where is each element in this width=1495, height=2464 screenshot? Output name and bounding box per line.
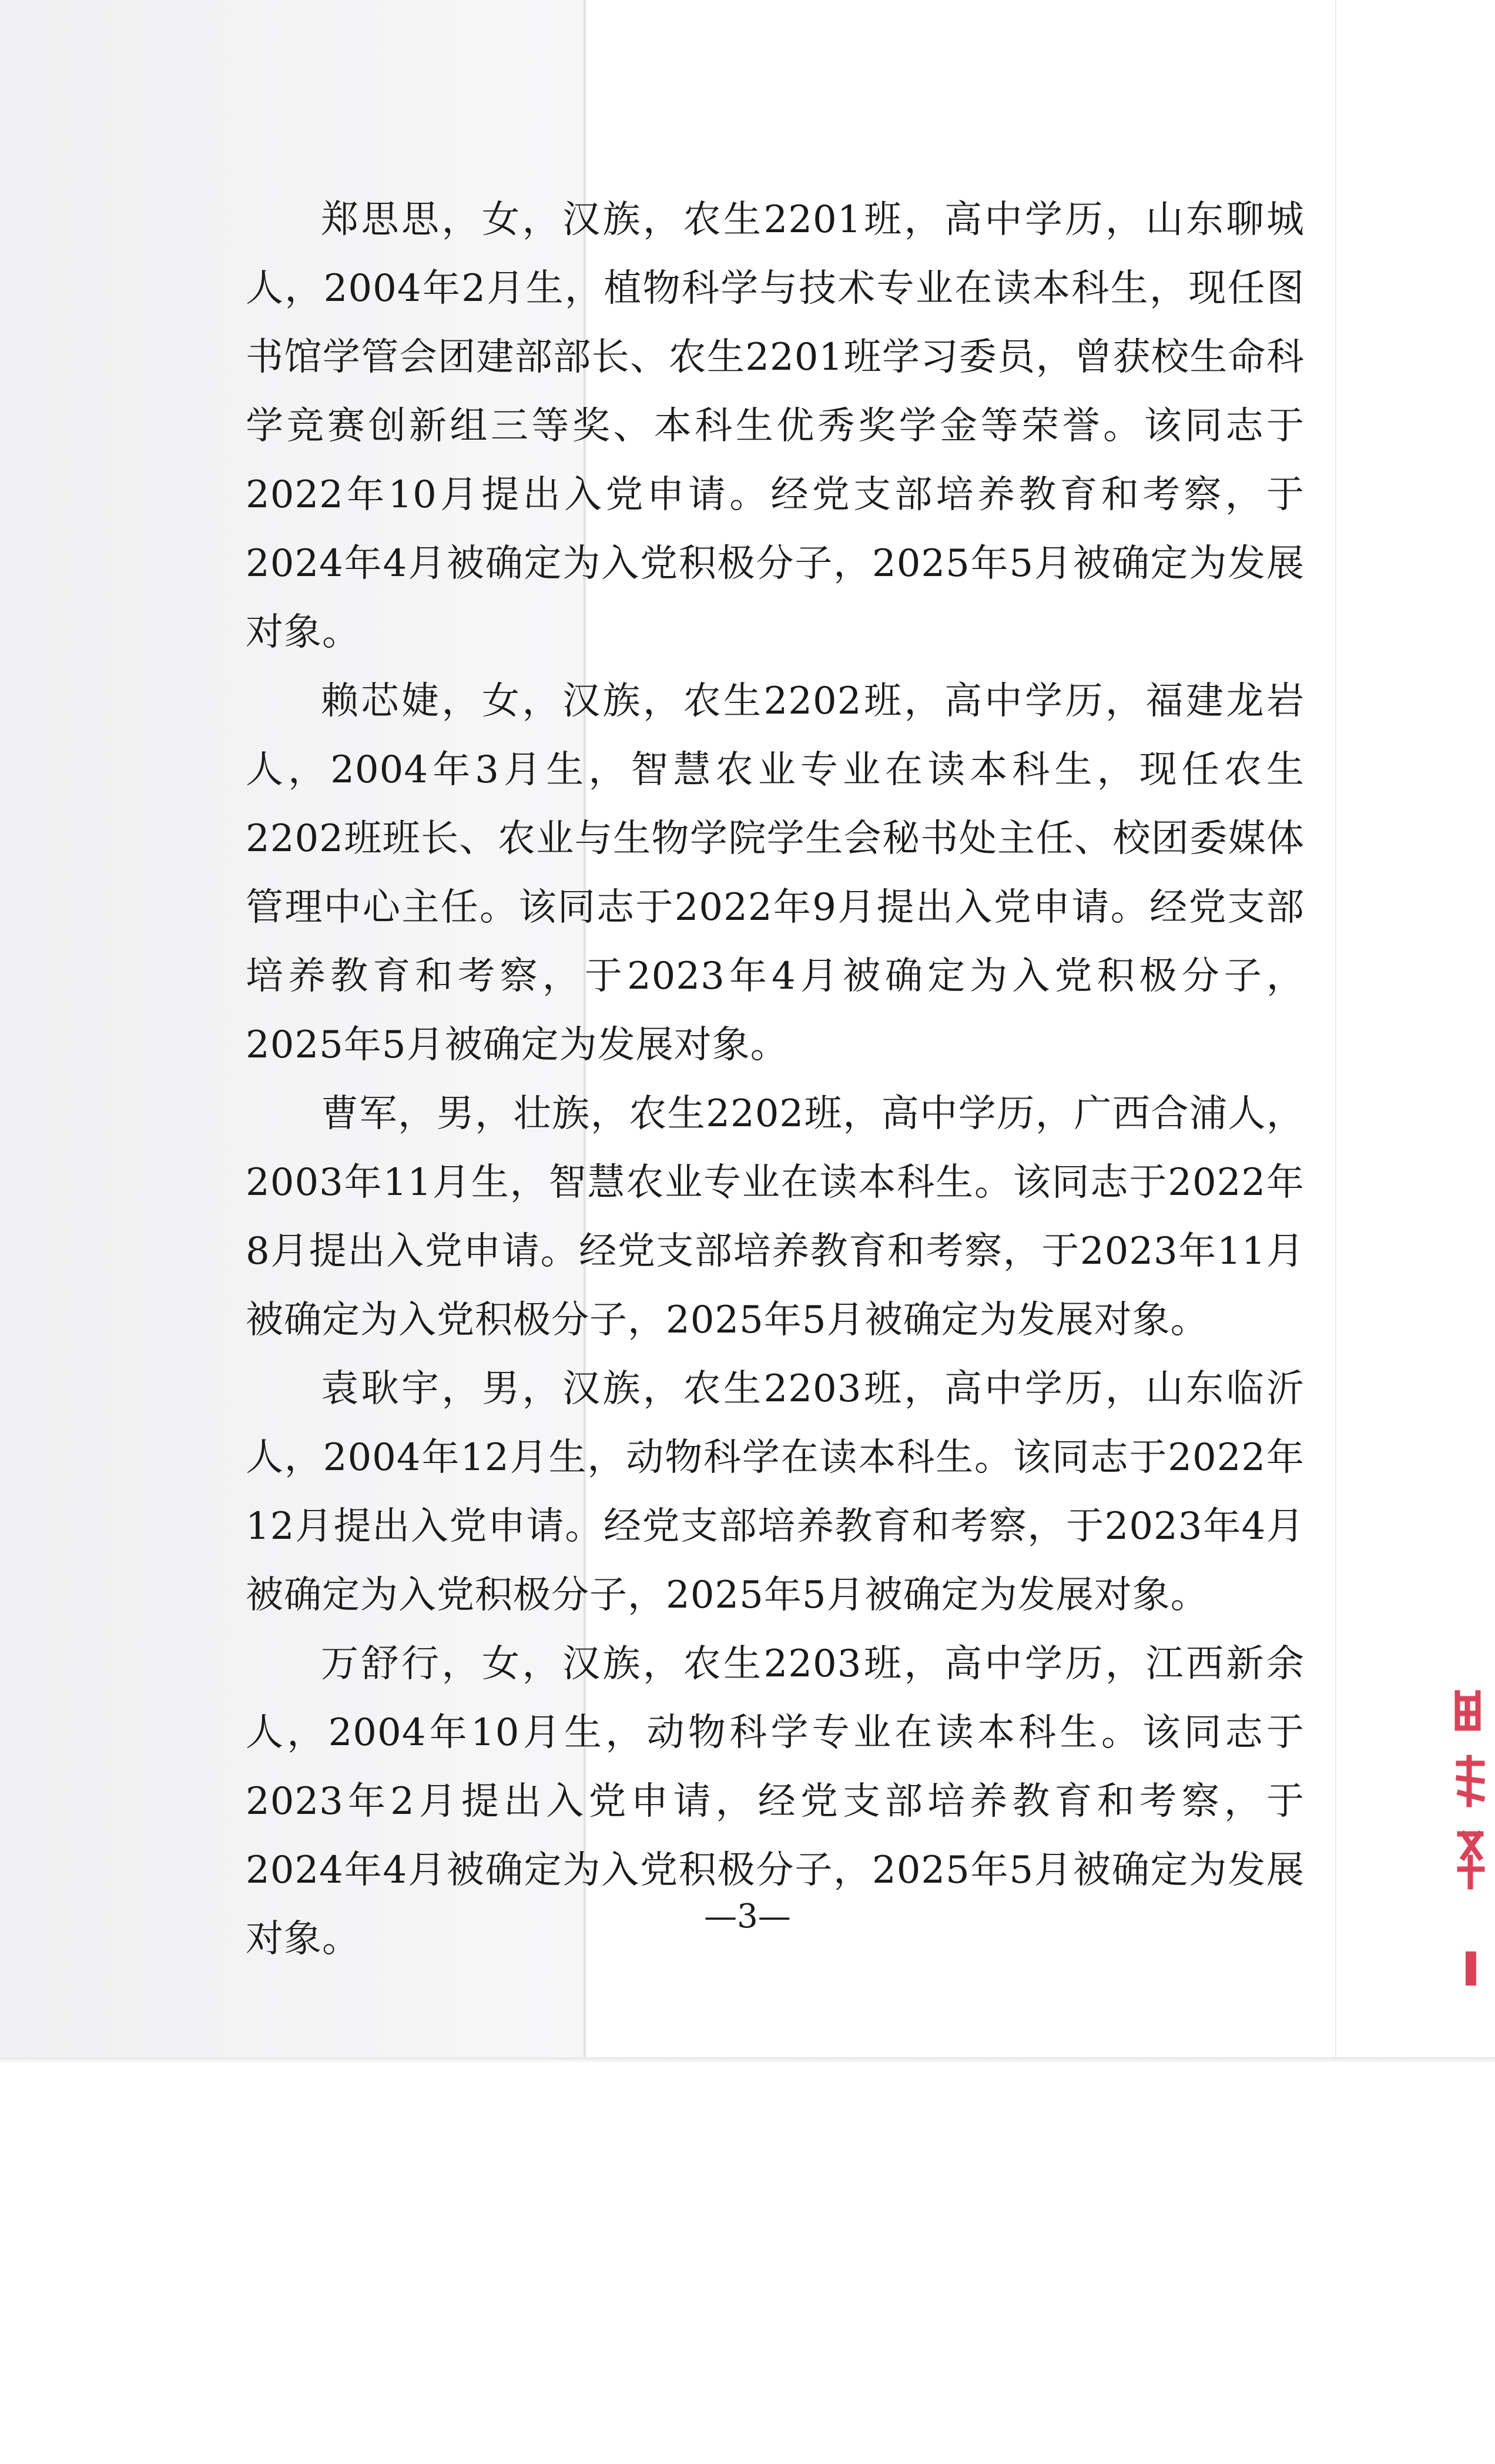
paragraph-candidate-2: 赖芯婕，女，汉族，农生2202班，高中学历，福建龙岩人，2004年3月生，智慧农业专业在读本科生，现任农生2202班班长、农业与生物学院学生会秘书处主任、校团委媒体管理中心主任。该同志于2022年9月提出入党申请。经党支部培养教育和考察，于2023年4月被确定为入党积极分子，2025年5月被确定为发展对象。 (246, 679, 1305, 1067)
paragraph-candidate-3: 曹军，男，壮族，农生2202班，高中学历，广西合浦人，2003年11月生，智慧农业专业在读本科生。该同志于2022年8月提出入党申请。经党支部培养教育和考察，于2023年11月被确定为入党积极分子，2025年5月被确定为发展对象。 (246, 1092, 1305, 1342)
seal-fragment-icon (1452, 1687, 1493, 1987)
page-number: —3— (704, 1897, 791, 1936)
document-body (246, 186, 1305, 1974)
paragraph-candidate-5: 万舒行，女，汉族，农生2203班，高中学历，江西新余人，2004年10月生，动物科学专业在读本科生。该同志于2023年2月提出入党申请，经党支部培养教育和考察，于2024年4月被确定为入党积极分子，2025年5月被确定为发展对象。 (246, 1642, 1305, 1961)
paragraph-candidate-1: 郑思思，女，汉族，农生2201班，高中学历，山东聊城人，2004年2月生，植物科学与技术专业在读本科生，现任图书馆学管会团建部部长、农生2201班学习委员，曾获校生命科学竞赛创新组三等奖、本科生优秀奖学金等荣誉。该同志于2022年10月提出入党申请。经党支部培养教育和考察，于2024年4月被确定为入党积极分子，2025年5月被确定为发展对象。 (246, 198, 1305, 654)
page-bottom-shadow (0, 2057, 1495, 2063)
page-edge-line (1335, 0, 1336, 2062)
paragraph-candidate-4: 袁耿宇，男，汉族，农生2203班，高中学历，山东临沂人，2004年12月生，动物科学在读本科生。该同志于2022年12月提出入党申请。经党支部培养教育和考察，于2023年4月被确定为入党积极分子，2025年5月被确定为发展对象。 (246, 1367, 1305, 1617)
